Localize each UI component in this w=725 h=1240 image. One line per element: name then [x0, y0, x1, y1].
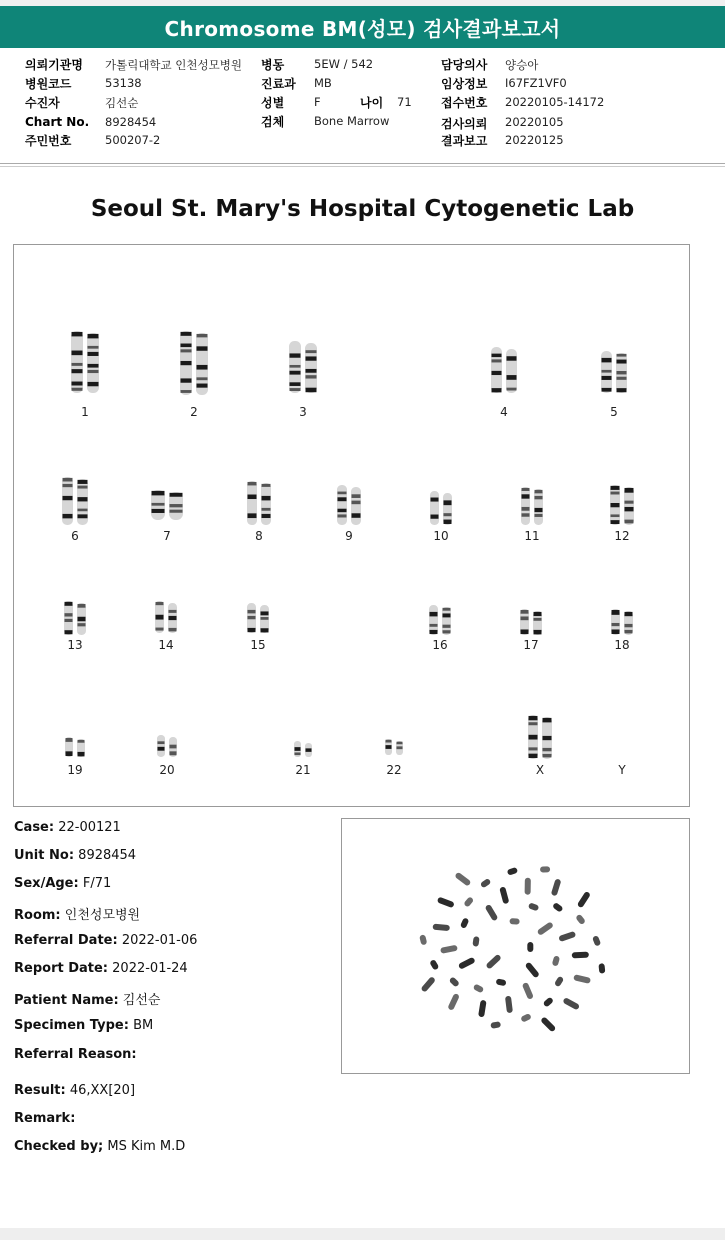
report-date-label: Report Date: [14, 961, 109, 976]
result-label: Result: [14, 1083, 66, 1098]
chromosome-pair-18 [611, 609, 633, 635]
info-label-specimen: 검체 [261, 115, 285, 129]
info-label-hospital-code: 병원코드 [25, 77, 72, 91]
metaphase-chromosome [440, 945, 458, 954]
checked-by-row [14, 1139, 185, 1154]
chromosome-label-2: 2 [190, 405, 198, 419]
chromosome-label-1: 1 [81, 405, 89, 419]
chromosome-pair-10 [430, 491, 452, 525]
case-value: 22-00121 [58, 820, 121, 835]
metaphase-chromosome [449, 976, 460, 987]
chromosome-label-4: 4 [500, 405, 508, 419]
metaphase-chromosome [447, 993, 460, 1011]
checked-by-value: MS Kim M.D [107, 1139, 186, 1154]
metaphase-chromosome [520, 1013, 532, 1023]
chromosome-label-12: 12 [614, 529, 630, 543]
chromosome-label-13: 13 [67, 638, 83, 652]
info-label-doctor: 담당의사 [441, 58, 488, 72]
info-value-specimen: Bone Marrow [314, 114, 390, 128]
chromosome-label-22: 22 [386, 763, 402, 777]
metaphase-chromosome [540, 866, 550, 872]
chromosome-label-17: 17 [523, 638, 539, 652]
room-row [14, 904, 140, 923]
chromosome-pair-21 [294, 741, 312, 757]
metaphase-chromosome [554, 976, 564, 988]
metaphase-chromosome [528, 902, 539, 911]
metaphase-chromosome [473, 983, 485, 993]
chromosome-label-6: 6 [71, 529, 79, 543]
lab-title: Seoul St. Mary's Hospital Cytogenetic Lab [90, 196, 635, 222]
info-value-age: 71 [397, 95, 412, 109]
metaphase-chromosome [472, 936, 479, 947]
metaphase-chromosome [527, 942, 533, 952]
metaphase-chromosome [490, 1021, 501, 1029]
result-row [14, 1083, 135, 1098]
metaphase-chromosome [478, 1000, 487, 1018]
result-value: 46,XX[20] [69, 1083, 136, 1098]
referral-date-value: 2022-01-06 [121, 933, 198, 948]
unit-value: 8928454 [78, 848, 137, 863]
chromosome-label-10: 10 [433, 529, 449, 543]
metaphase-chromosome [433, 924, 450, 931]
metaphase-chromosome [573, 974, 591, 984]
metaphase-chromosome [496, 978, 507, 986]
metaphase-chromosome [540, 1016, 556, 1032]
chromosome-pair-3 [289, 341, 317, 393]
unit-row [14, 848, 136, 863]
chromosome-pair-15 [247, 603, 269, 633]
metaphase-chromosome [480, 878, 492, 889]
metaphase-chromosome [463, 896, 474, 908]
patient-name-label: Patient Name: [14, 993, 119, 1008]
info-value-patient: 김선순 [105, 96, 139, 110]
metaphase-chromosome [562, 997, 580, 1010]
metaphase-chromosome [454, 872, 471, 887]
chromosome-pair-2 [180, 331, 208, 395]
room-label: Room: [14, 908, 61, 923]
referral-date-row [14, 933, 197, 948]
info-label-result-date: 결과보고 [441, 134, 488, 148]
metaphase-chromosome [522, 982, 534, 1000]
chromosome-pair-12 [610, 485, 634, 525]
metaphase-chromosome [485, 954, 502, 970]
referral-reason-label: Referral Reason: [14, 1047, 137, 1062]
metaphase-chromosome [485, 904, 499, 922]
metaphase-chromosome [598, 963, 605, 974]
metaphase-chromosome [437, 897, 455, 909]
metaphase-panel [341, 818, 690, 1074]
checked-by-label: Checked by; [14, 1139, 104, 1154]
info-value-resident-no: 500207-2 [105, 133, 161, 147]
report-title: Chromosome BM(성모) 검사결과보고서 [164, 16, 561, 41]
metaphase-chromosome [499, 886, 509, 904]
metaphase-chromosome [429, 959, 439, 971]
chromosome-pair-5 [601, 351, 627, 393]
metaphase-chromosome [558, 931, 576, 942]
chromosome-label-8: 8 [255, 529, 263, 543]
info-label-request-date: 검사의뢰 [441, 117, 488, 131]
specimen-label: Specimen Type: [14, 1018, 129, 1033]
info-value-chart-no: 8928454 [105, 115, 157, 129]
metaphase-chromosome [525, 878, 531, 895]
metaphase-chromosome [552, 902, 564, 913]
metaphase-chromosome [575, 914, 586, 926]
sex-age-label: Sex/Age: [14, 876, 79, 891]
patient-info-table [0, 52, 725, 160]
bottom-strip [0, 1228, 725, 1240]
chromosome-pair-20 [157, 735, 177, 757]
metaphase-chromosome [577, 891, 591, 909]
info-value-hospital-code: 53138 [105, 76, 142, 90]
report-date-value: 2022-01-24 [112, 961, 188, 976]
report-date-row [14, 961, 188, 976]
chromosome-label-20: 20 [159, 763, 175, 777]
chromosome-pair-22 [385, 739, 403, 755]
info-value-receipt-no: 20220105-14172 [505, 95, 605, 109]
karyotype-image [14, 245, 691, 808]
specimen-value: BM [133, 1018, 154, 1033]
chromosome-label-18: 18 [614, 638, 630, 652]
metaphase-chromosome [572, 952, 589, 959]
metaphase-chromosome [551, 878, 562, 896]
chromosome-pair-14 [155, 601, 177, 633]
chromosome-pair-8 [247, 481, 271, 525]
room-value: 인천성모병원 [64, 908, 141, 923]
info-label-receipt-no: 접수번호 [441, 96, 488, 110]
info-value-sex: F [314, 95, 321, 109]
info-value-institution: 가톨릭대학교 인천성모병원 [105, 58, 242, 72]
sex-age-row [14, 876, 111, 891]
metaphase-chromosome [509, 918, 519, 925]
chromosome-label-14: 14 [158, 638, 174, 652]
chromosome-pair-1 [71, 331, 99, 393]
remark-label: Remark: [14, 1111, 76, 1126]
report-header [0, 6, 725, 48]
info-label-age: 나이 [360, 96, 384, 110]
metaphase-chromosome [460, 917, 470, 929]
referral-reason-row [14, 1047, 137, 1062]
chromosome-label-7: 7 [163, 529, 171, 543]
chromosome-pair-7 [151, 490, 183, 520]
chromosome-pair-11 [521, 487, 543, 525]
chromosome-pair-X [528, 715, 552, 759]
metaphase-chromosome [419, 934, 427, 945]
remark-row [14, 1111, 75, 1126]
chromosome-label-11: 11 [524, 529, 540, 543]
info-value-doctor: 양승아 [505, 58, 539, 72]
metaphase-chromosome [458, 957, 476, 970]
metaphase-chromosome [537, 921, 554, 936]
chromosome-pair-13 [64, 601, 86, 635]
info-value-result-date: 20220125 [505, 133, 564, 147]
chromosome-pair-6 [62, 477, 88, 525]
info-label-clinical-info: 임상정보 [441, 77, 488, 91]
info-label-sex: 성별 [261, 96, 285, 110]
info-label-institution: 의뢰기관명 [25, 58, 83, 72]
info-label-resident-no: 주민번호 [25, 134, 72, 148]
case-label: Case: [14, 820, 55, 835]
divider [0, 166, 725, 167]
info-label-ward: 병동 [261, 58, 285, 72]
chromosome-pair-4 [491, 347, 517, 393]
chromosome-label-X: X [535, 763, 545, 777]
unit-label: Unit No: [14, 848, 75, 863]
case-row [14, 820, 121, 835]
chromosome-label-19: 19 [67, 763, 83, 777]
chromosome-label-5: 5 [610, 405, 618, 419]
chromosome-pair-17 [520, 609, 542, 635]
sex-age-value: F/71 [82, 876, 112, 891]
metaphase-chromosome [543, 996, 554, 1007]
metaphase-chromosome [420, 976, 436, 993]
referral-date-label: Referral Date: [14, 933, 118, 948]
metaphase-chromosome [552, 955, 561, 966]
info-value-clinical-info: I67FZ1VF0 [505, 76, 567, 90]
metaphase-chromosome [525, 961, 540, 978]
metaphase-chromosome [505, 996, 513, 1014]
patient-name-row [14, 989, 160, 1008]
chromosome-label-15: 15 [250, 638, 266, 652]
chromosome-pair-19 [65, 737, 85, 757]
chromosome-label-9: 9 [345, 529, 353, 543]
info-label-department: 진료과 [261, 77, 296, 91]
chromosome-label-16: 16 [432, 638, 448, 652]
metaphase-chromosome [592, 935, 601, 947]
metaphase-chromosome [507, 867, 518, 876]
info-value-department: MB [314, 76, 332, 90]
specimen-row [14, 1018, 153, 1033]
divider [0, 163, 725, 164]
chromosome-pair-9 [337, 485, 361, 525]
chromosome-label-21: 21 [295, 763, 311, 777]
chromosome-label-3: 3 [299, 405, 307, 419]
metaphase-image [342, 819, 689, 1073]
info-label-patient: 수진자 [25, 96, 60, 110]
info-value-ward: 5EW / 542 [314, 57, 374, 71]
karyotype-panel [13, 244, 690, 807]
chromosome-pair-16 [429, 605, 451, 635]
info-label-chart-no: Chart No. [25, 115, 90, 129]
patient-name-value: 김선순 [122, 993, 161, 1008]
chromosome-label-Y: Y [618, 763, 626, 777]
info-value-request-date: 20220105 [505, 115, 564, 129]
